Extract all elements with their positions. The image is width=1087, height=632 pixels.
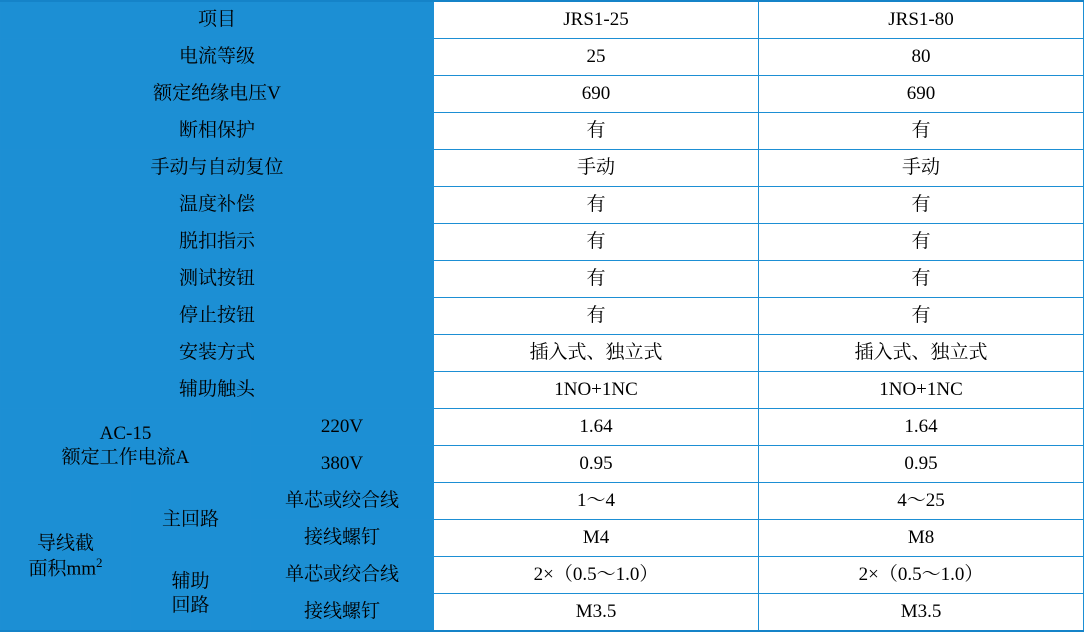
wire-aux-screw-value-2: M3.5 <box>759 594 1084 632</box>
wire-main-screw-value-1: M4 <box>434 520 759 557</box>
wire-aux-core-value-2: 2×（0.5～1.0） <box>759 557 1084 594</box>
row-label: 断相保护 <box>1 113 434 150</box>
row-label: 电流等级 <box>1 39 434 76</box>
row-value-1: 有 <box>434 187 759 224</box>
header-model-1 <box>434 1 759 39</box>
row-value-1: 手动 <box>434 150 759 187</box>
header-model-2 <box>759 1 1084 39</box>
row-value-2: 有 <box>759 187 1084 224</box>
table-row <box>1 261 1084 298</box>
row-value-2: 有 <box>759 224 1084 261</box>
row-value-2: 80 <box>759 39 1084 76</box>
ac15-row-220v <box>1 409 1084 446</box>
row-value-1: 有 <box>434 298 759 335</box>
row-value-2: 1NO+1NC <box>759 372 1084 409</box>
row-label: 安装方式 <box>1 335 434 372</box>
row-label: 停止按钮 <box>1 298 434 335</box>
wire-aux-circuit-label <box>131 557 251 632</box>
wire-aux-label-line1: 辅助 <box>171 570 210 592</box>
row-value-1: 有 <box>434 261 759 298</box>
table-row <box>1 39 1084 76</box>
ac15-group-line2: 额定工作电流A <box>61 446 190 468</box>
row-label: 脱扣指示 <box>1 224 434 261</box>
row-value-2: 有 <box>759 298 1084 335</box>
row-label: 辅助触头 <box>1 372 434 409</box>
row-value-1: 690 <box>434 76 759 113</box>
row-label: 手动与自动复位 <box>1 150 434 187</box>
wire-main-screw-label: 接线螺钉 <box>251 520 434 557</box>
ac15-value-1-220v: 1.64 <box>434 409 759 446</box>
row-value-1: 有 <box>434 224 759 261</box>
ac15-group-label <box>1 409 251 483</box>
wire-aux-screw-value-1: M3.5 <box>434 594 759 632</box>
table-row <box>1 187 1084 224</box>
ac15-value-1-380v: 0.95 <box>434 446 759 483</box>
table-row <box>1 113 1084 150</box>
row-label: 温度补偿 <box>1 187 434 224</box>
row-value-2: 有 <box>759 261 1084 298</box>
wire-aux-label-line2: 回路 <box>171 594 210 616</box>
wire-main-core-label: 单芯或绞合线 <box>251 483 434 520</box>
row-value-1: 1NO+1NC <box>434 372 759 409</box>
wire-main-core-value-2: 4～25 <box>759 483 1084 520</box>
wire-group-line2: 面积$mm^2$ <box>28 555 103 580</box>
wire-group-line1: 导线截 <box>36 532 94 554</box>
header-item-label: 项目 <box>198 9 237 31</box>
row-value-1: 有 <box>434 113 759 150</box>
ac15-sub-label-380v: 380V <box>251 446 434 483</box>
ac15-value-2-380v: 0.95 <box>759 446 1084 483</box>
header-item-cell <box>1 1 434 39</box>
row-label: 额定绝缘电压V <box>1 76 434 113</box>
row-value-2: 手动 <box>759 150 1084 187</box>
wire-group-label <box>1 483 131 632</box>
table-header-row <box>1 1 1084 39</box>
wire-row-aux-core <box>1 557 1084 594</box>
table-row <box>1 372 1084 409</box>
row-value-1: 插入式、独立式 <box>434 335 759 372</box>
table-row <box>1 335 1084 372</box>
table-row <box>1 224 1084 261</box>
row-value-2: 插入式、独立式 <box>759 335 1084 372</box>
wire-aux-core-label: 单芯或绞合线 <box>251 557 434 594</box>
row-value-1: 25 <box>434 39 759 76</box>
table-row <box>1 298 1084 335</box>
row-value-2: 有 <box>759 113 1084 150</box>
ac15-value-2-220v: 1.64 <box>759 409 1084 446</box>
ac15-group-line1: AC-15 <box>99 422 152 444</box>
header-model-1-label: JRS1-25 <box>563 9 629 31</box>
wire-main-core-value-1: 1～4 <box>434 483 759 520</box>
table-row <box>1 150 1084 187</box>
row-value-2: 690 <box>759 76 1084 113</box>
table-row <box>1 76 1084 113</box>
wire-aux-screw-label: 接线螺钉 <box>251 594 434 632</box>
wire-group-superscript: 2 <box>96 555 103 571</box>
header-model-2-label: JRS1-80 <box>888 9 954 31</box>
wire-row-main-core <box>1 483 1084 520</box>
wire-main-circuit-label: 主回路 <box>131 483 251 557</box>
wire-aux-core-value-1: 2×（0.5～1.0） <box>434 557 759 594</box>
row-label: 测试按钮 <box>1 261 434 298</box>
wire-main-screw-value-2: M8 <box>759 520 1084 557</box>
ac15-sub-label-220v: 220V <box>251 409 434 446</box>
